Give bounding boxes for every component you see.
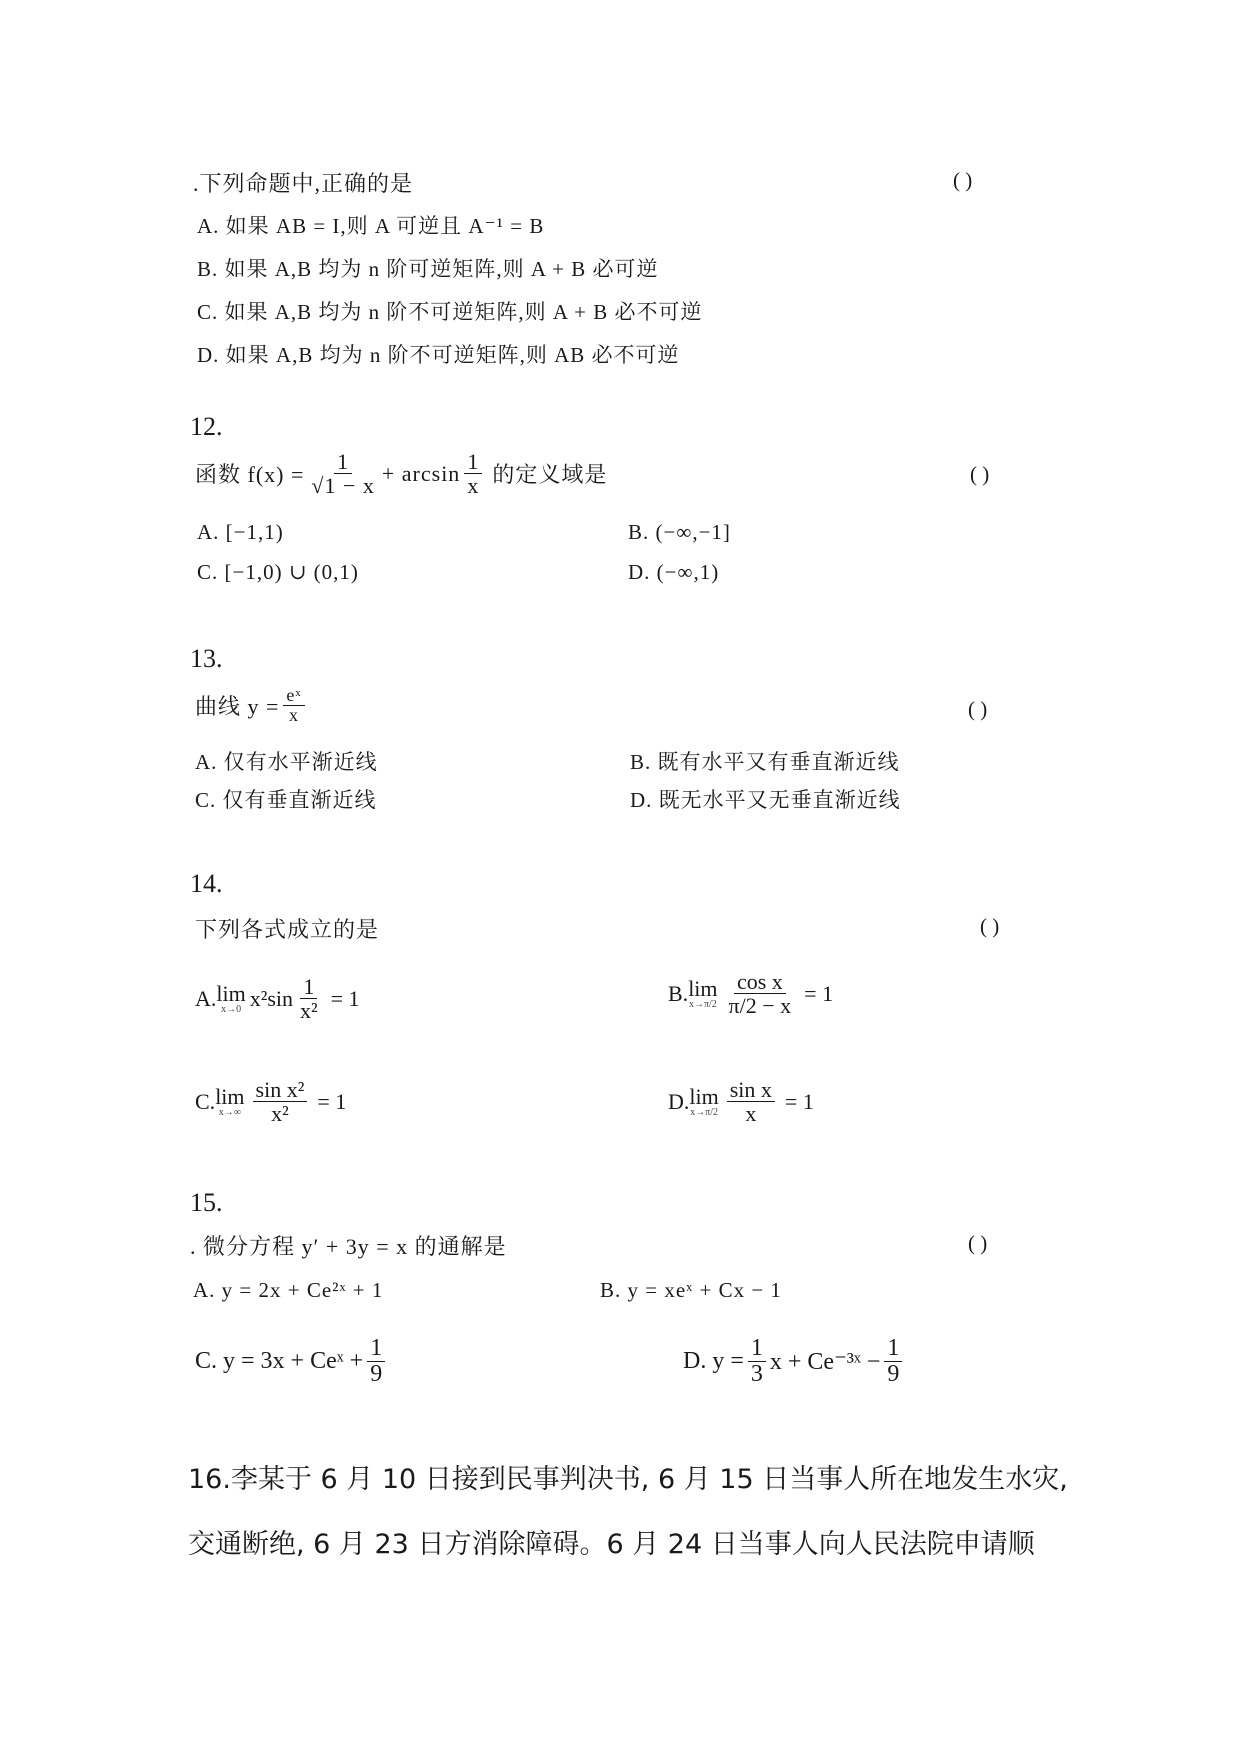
q14-option-d-lim	[689, 1083, 719, 1118]
q15-option-d-num-1: 1	[748, 1336, 766, 1362]
q14-option-c-lim-sub: x→∞	[218, 1106, 241, 1118]
q12-arcsin: + arcsin	[381, 460, 461, 486]
q14-option-c-eq: = 1	[317, 1088, 347, 1114]
q11-option-d: D. 如果 A,B 均为 n 阶不可逆矩阵,则 AB 必不可逆	[197, 343, 680, 367]
q14-number: 14.	[190, 869, 223, 898]
q15-option-d-mid: x + Ce⁻³ˣ −	[769, 1349, 881, 1376]
q14-stem: 下列各式成立的是	[195, 917, 380, 942]
q14-option-d-lim-sub: x→π/2	[690, 1106, 718, 1118]
q15-option-d	[683, 1336, 906, 1387]
q12-fraction-2-den: x	[467, 473, 480, 499]
q13-fraction-den: x	[289, 704, 300, 725]
q14-option-d-num: sin x	[727, 1078, 775, 1102]
q14-option-c-label: C.	[195, 1088, 216, 1114]
q13-fraction	[283, 686, 304, 725]
q16-line-1: 16.李某于 6 月 10 日接到民事判决书, 6 月 15 日当事人所在地发生水灾,	[188, 1464, 1068, 1495]
q14-option-a-lim	[216, 980, 246, 1015]
q14-answer-paren: ( )	[980, 914, 1000, 938]
q15-option-d-den-2: 9	[887, 1361, 900, 1388]
q15-option-c-den: 9	[370, 1361, 383, 1388]
q15-option-d-prefix: D. y =	[683, 1348, 744, 1375]
q14-option-a-num: 1	[300, 975, 317, 999]
q15-option-b: B. y = xeˣ + Cx − 1	[600, 1278, 782, 1302]
q11-option-b: B. 如果 A,B 均为 n 阶可逆矩阵,则 A + B 必可逆	[197, 257, 659, 281]
q12-stem-suffix: 的定义域是	[492, 462, 608, 488]
q14-option-a	[195, 975, 360, 1022]
q12-stem-prefix: 函数 f(x) =	[195, 462, 305, 488]
q12-fraction-2-num: 1	[464, 450, 482, 474]
q14-option-b-num: cos x	[734, 970, 786, 994]
q13-fraction-num: eˣ	[283, 686, 304, 706]
q12-fraction-1-num: 1	[334, 450, 352, 474]
q14-option-d	[668, 1078, 814, 1125]
q15-option-d-fraction-2	[884, 1336, 902, 1387]
q15-number: 15.	[190, 1188, 223, 1217]
q13-option-c: C. 仅有垂直渐近线	[195, 788, 377, 812]
q14-option-d-den: x	[745, 1101, 757, 1127]
q12-option-d: D. (−∞,1)	[628, 560, 720, 584]
q15-option-d-fraction-1	[748, 1336, 766, 1387]
q13-stem-prefix: 曲线 y =	[195, 693, 280, 719]
q12-number: 12.	[190, 412, 223, 441]
q14-option-c-den: x²	[271, 1101, 289, 1127]
q14-option-c-fraction	[253, 1078, 308, 1125]
q14-option-a-lim-sub: x→0	[221, 1003, 242, 1015]
q14-option-d-fraction	[727, 1078, 775, 1125]
q12-option-b: B. (−∞,−1]	[628, 520, 731, 544]
q12-fraction-2	[464, 450, 482, 497]
q15-option-c-fraction	[367, 1336, 385, 1387]
q12-answer-paren: ( )	[970, 462, 990, 486]
q13-option-d: D. 既无水平又无垂直渐近线	[630, 788, 901, 812]
q12-fraction-1-den: √1 − x	[311, 473, 375, 499]
q14-option-b	[668, 970, 833, 1017]
q14-option-c-lim-word: lim	[215, 1083, 245, 1109]
q14-option-c	[195, 1078, 346, 1125]
q12-fraction-1	[308, 450, 377, 497]
q14-option-d-label: D.	[668, 1088, 690, 1114]
q16-line-2: 交通断绝, 6 月 23 日方消除障碍。6 月 24 日当事人向人民法院申请顺	[188, 1529, 1035, 1560]
q14-option-b-lim-word: lim	[688, 975, 718, 1001]
q14-option-d-eq: = 1	[784, 1088, 814, 1114]
q14-option-b-eq: = 1	[804, 980, 834, 1006]
q14-option-d-lim-word: lim	[689, 1083, 719, 1109]
q11-stem: .下列命题中,正确的是	[193, 171, 414, 196]
q15-answer-paren: ( )	[968, 1231, 988, 1255]
q11-option-c: C. 如果 A,B 均为 n 阶不可逆矩阵,则 A + B 必不可逆	[197, 300, 703, 324]
q14-option-a-eq: = 1	[330, 985, 360, 1011]
q13-number: 13.	[190, 644, 223, 673]
q14-option-b-lim	[688, 975, 718, 1010]
q14-option-c-lim	[215, 1083, 245, 1118]
q12-option-a: A. [−1,1)	[197, 520, 284, 544]
q15-option-d-num-2: 1	[884, 1336, 902, 1362]
q14-option-a-label: A.	[195, 985, 217, 1011]
q14-option-a-lim-word: lim	[216, 980, 246, 1006]
q14-option-a-den: x²	[300, 998, 318, 1024]
q11-answer-paren: ( )	[953, 168, 973, 192]
q14-option-c-num: sin x²	[253, 1078, 308, 1102]
q11-option-a: A. 如果 AB = I,则 A 可逆且 A⁻¹ = B	[197, 214, 545, 238]
q14-option-b-lim-sub: x→π/2	[688, 998, 717, 1010]
q14-option-a-fraction	[297, 975, 321, 1022]
q15-stem: . 微分方程 y′ + 3y = x 的通解是	[190, 1234, 507, 1259]
q15-option-d-den-1: 3	[750, 1361, 763, 1388]
q13-stem	[195, 686, 309, 725]
q15-option-c-prefix: C. y = 3x + Ceˣ +	[195, 1348, 364, 1375]
q13-option-b: B. 既有水平又有垂直渐近线	[630, 750, 900, 774]
q13-option-a: A. 仅有水平渐近线	[195, 750, 378, 774]
q15-option-a: A. y = 2x + Ce²ˣ + 1	[193, 1278, 384, 1302]
q12-option-c: C. [−1,0) ∪ (0,1)	[197, 560, 359, 584]
q15-option-c	[195, 1336, 389, 1387]
q15-option-c-num: 1	[367, 1336, 385, 1362]
q14-option-b-den: π/2 − x	[728, 993, 792, 1019]
q14-option-a-body: x²sin	[249, 985, 294, 1011]
q14-option-b-label: B.	[668, 980, 689, 1006]
q13-answer-paren: ( )	[968, 697, 988, 721]
q12-stem	[195, 450, 607, 497]
q14-option-b-fraction	[726, 970, 795, 1017]
